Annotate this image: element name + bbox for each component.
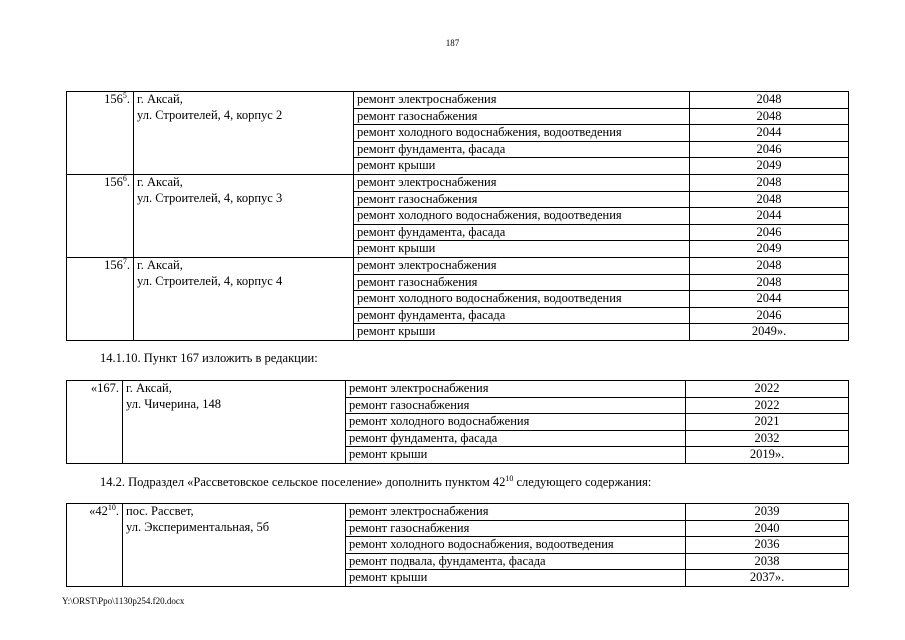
table-row — [67, 257, 849, 274]
work-type: ремонт фундамента, фасада — [354, 307, 690, 324]
item-number: $156^5$. — [67, 92, 134, 175]
work-type: ремонт фундамента, фасада — [346, 430, 686, 447]
work-year: 2049 — [690, 241, 849, 258]
item-number: $156^6$. — [67, 174, 134, 257]
repair-schedule-table-1 — [66, 91, 849, 341]
work-year: 2049». — [690, 324, 849, 341]
work-type: ремонт крыши — [354, 324, 690, 341]
work-type: ремонт электроснабжения — [346, 504, 686, 521]
work-type: ремонт холодного водоснабжения, водоотведения — [354, 208, 690, 225]
page-number: 187 — [445, 38, 460, 48]
work-type: ремонт электроснабжения — [354, 257, 690, 274]
paragraph-14-1-10: 14.1.10. Пункт 167 изложить в редакции: — [100, 351, 318, 365]
work-type: ремонт подвала, фундамента, фасада — [346, 553, 686, 570]
work-type: ремонт крыши — [354, 241, 690, 258]
work-year: 2038 — [686, 553, 849, 570]
work-year: 2048 — [690, 174, 849, 191]
work-type: ремонт электроснабжения — [346, 381, 686, 398]
work-year: 2037». — [686, 570, 849, 587]
table-row — [67, 504, 849, 521]
work-type: ремонт газоснабжения — [346, 520, 686, 537]
work-year: 2048 — [690, 92, 849, 109]
work-year: 2039 — [686, 504, 849, 521]
work-year: 2044 — [690, 291, 849, 308]
work-year: 2036 — [686, 537, 849, 554]
work-year: 2049 — [690, 158, 849, 175]
work-year: 2022 — [686, 397, 849, 414]
work-year: 2044 — [690, 208, 849, 225]
item-number: $156^7$. — [67, 257, 134, 340]
work-type: ремонт газоснабжения — [354, 274, 690, 291]
address: г. Аксай, ул. Строителей, 4, корпус 4 — [134, 257, 354, 340]
work-type: ремонт холодного водоснабжения — [346, 414, 686, 431]
table-row — [67, 381, 849, 398]
work-type: ремонт холодного водоснабжения, водоотведения — [346, 537, 686, 554]
work-type: ремонт фундамента, фасада — [354, 224, 690, 241]
work-year: 2048 — [690, 191, 849, 208]
repair-schedule-table-3 — [66, 503, 849, 587]
work-year: 2021 — [686, 414, 849, 431]
address: пос. Рассвет, ул. Экспериментальная, 5б — [123, 504, 346, 587]
repair-schedule-table-2 — [66, 380, 849, 464]
work-year: 2040 — [686, 520, 849, 537]
work-type: ремонт холодного водоснабжения, водоотведения — [354, 291, 690, 308]
address: г. Аксай, ул. Чичерина, 148 — [123, 381, 346, 464]
work-year: 2046 — [690, 224, 849, 241]
table-row — [67, 174, 849, 191]
work-type: ремонт газоснабжения — [354, 108, 690, 125]
work-type: ремонт электроснабжения — [354, 174, 690, 191]
work-year: 2019». — [686, 447, 849, 464]
work-type: ремонт газоснабжения — [354, 191, 690, 208]
work-type: ремонт газоснабжения — [346, 397, 686, 414]
table-row — [67, 92, 849, 109]
work-year: 2048 — [690, 274, 849, 291]
item-number: «167. — [67, 381, 123, 464]
work-type: ремонт крыши — [346, 570, 686, 587]
address: г. Аксай, ул. Строителей, 4, корпус 3 — [134, 174, 354, 257]
item-number: «$42^{10}$. — [67, 504, 123, 587]
work-year: 2046 — [690, 141, 849, 158]
work-type: ремонт фундамента, фасада — [354, 141, 690, 158]
paragraph-14-2: 14.2. Подраздел «Рассветовское сельское поселение» дополнить пунктом $42^{10}$ следующего содержания: — [100, 474, 652, 489]
work-year: 2048 — [690, 257, 849, 274]
work-type: ремонт электроснабжения — [354, 92, 690, 109]
work-type: ремонт крыши — [354, 158, 690, 175]
work-type: ремонт холодного водоснабжения, водоотведения — [354, 125, 690, 142]
file-path-footer: Y:\ORST\Ppo\1130p254.f20.docx — [62, 596, 185, 606]
work-year: 2046 — [690, 307, 849, 324]
work-year: 2022 — [686, 381, 849, 398]
work-year: 2032 — [686, 430, 849, 447]
work-year: 2048 — [690, 108, 849, 125]
work-type: ремонт крыши — [346, 447, 686, 464]
work-year: 2044 — [690, 125, 849, 142]
address: г. Аксай, ул. Строителей, 4, корпус 2 — [134, 92, 354, 175]
